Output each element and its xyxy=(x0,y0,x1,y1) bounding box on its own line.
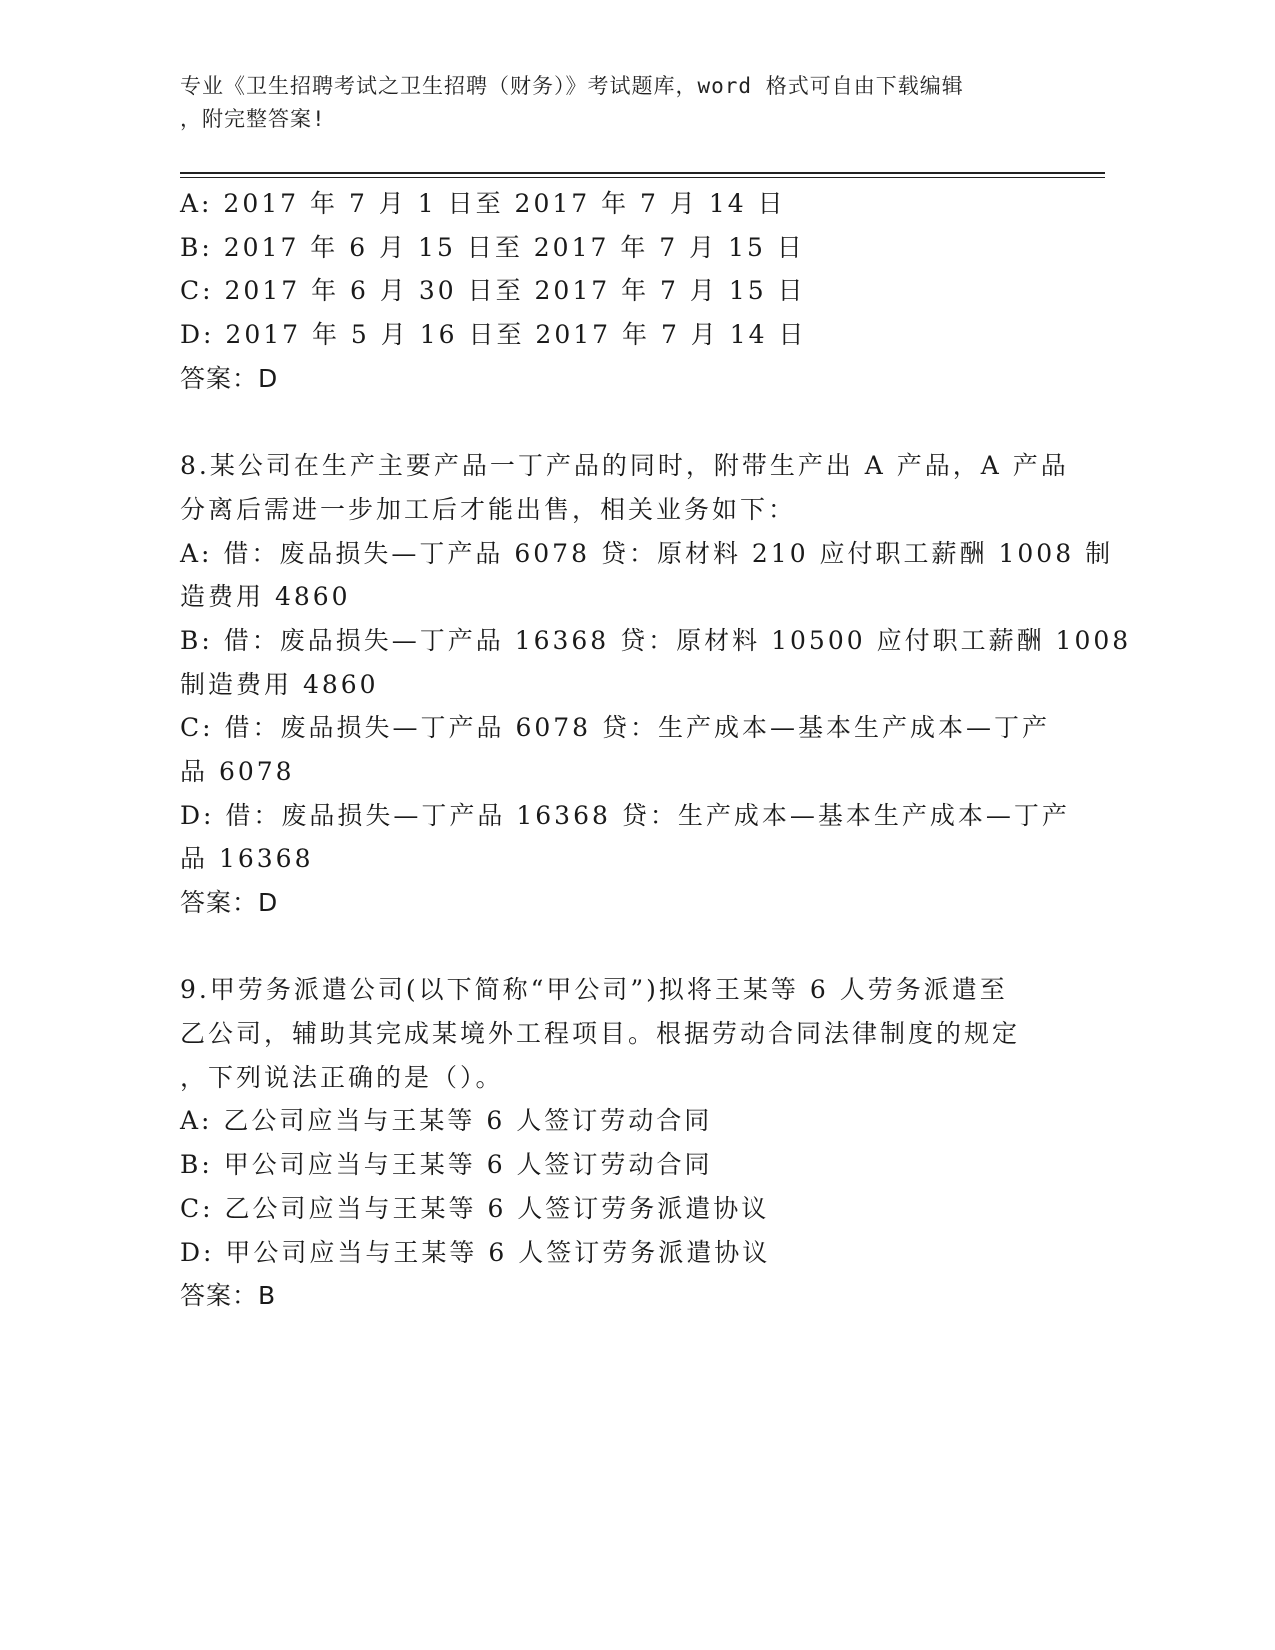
q7-option-b: B: 2017 年 6 月 15 日至 2017 年 7 月 15 日 xyxy=(180,232,805,262)
q9-stem-line-3: ，下列说法正确的是（）。 xyxy=(180,1062,504,1092)
header-rule-thin xyxy=(180,177,1105,178)
q9-option-d: D: 甲公司应当与王某等 6 人签订劳务派遣协议 xyxy=(180,1237,771,1267)
q8-option-c-cont: 品 6078 xyxy=(180,756,295,786)
q9-option-a: A: 乙公司应当与王某等 6 人签订劳动合同 xyxy=(180,1106,713,1136)
q7-option-c: C: 2017 年 6 月 30 日至 2017 年 7 月 15 日 xyxy=(180,276,806,306)
q9-stem-line-1: 9.甲劳务派遣公司(以下简称“甲公司”)拟将王某等 6 人劳务派遣至 xyxy=(180,975,1008,1005)
q8-option-d: D: 借：废品损失—丁产品 16368 贷：生产成本—基本生产成本—丁产 xyxy=(180,800,1070,830)
q9-answer: 答案：B xyxy=(180,1281,277,1311)
q7-option-a: A: 2017 年 7 月 1 日至 2017 年 7 月 14 日 xyxy=(180,189,786,218)
q8-option-a-cont: 造费用 4860 xyxy=(180,582,351,612)
q8-option-a: A: 借：废品损失—丁产品 6078 贷：原材料 210 应付职工薪酬 1008 制 xyxy=(180,538,1114,568)
q7-answer: 答案：D xyxy=(180,363,279,393)
header-line-1: 专业《卫生招聘考试之卫生招聘（财务）》考试题库，word 格式可自由下载编辑 xyxy=(180,74,964,98)
q9-stem-line-2: 乙公司，辅助其完成某境外工程项目。根据劳动合同法律制度的规定 xyxy=(180,1019,1021,1049)
question-8 xyxy=(180,444,1132,925)
header-rule-thick xyxy=(180,172,1105,174)
q8-stem-line-2: 分离后需进一步加工后才能出售，相关业务如下： xyxy=(180,494,797,524)
q9-option-c: C: 乙公司应当与王某等 6 人签订劳务派遣协议 xyxy=(180,1193,770,1223)
q7-option-d: D: 2017 年 5 月 16 日至 2017 年 7 月 14 日 xyxy=(180,320,807,350)
q8-stem-line-1: 8.某公司在生产主要产品一丁产品的同时，附带生产出 A 产品，A 产品 xyxy=(180,451,1069,481)
header-line-2: ，附完整答案! xyxy=(180,107,326,131)
q9-option-b: B: 甲公司应当与王某等 6 人签订劳动合同 xyxy=(180,1150,713,1180)
document-header xyxy=(180,70,1040,136)
q8-option-c: C: 借：废品损失—丁产品 6078 贷：生产成本—基本生产成本—丁产 xyxy=(180,713,1051,743)
q8-option-b-cont: 制造费用 4860 xyxy=(180,669,379,699)
question-7 xyxy=(180,182,1050,400)
q8-option-b: B: 借：废品损失—丁产品 16368 贷：原材料 10500 应付职工薪酬 1008 xyxy=(180,625,1132,655)
spacer xyxy=(180,925,1050,969)
q8-answer: 答案：D xyxy=(180,888,279,917)
spacer xyxy=(180,400,1050,444)
question-9 xyxy=(180,968,1050,1318)
document-body xyxy=(180,182,1132,1318)
q8-option-d-cont: 品 16368 xyxy=(180,844,314,874)
